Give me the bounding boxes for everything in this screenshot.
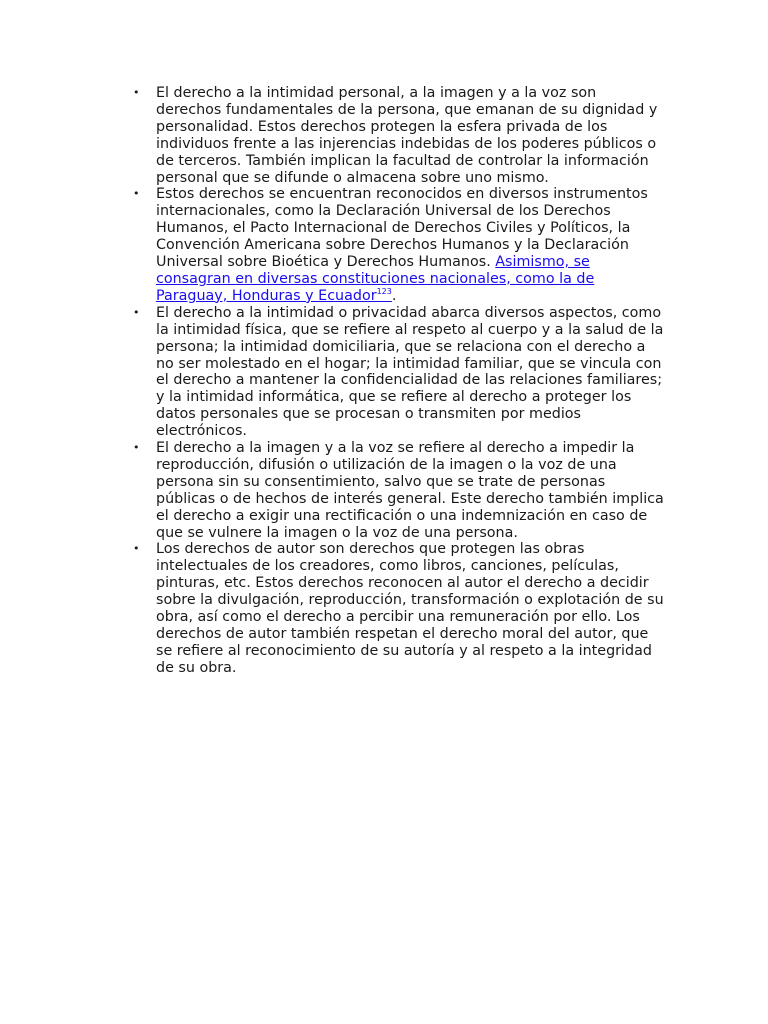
list-item-text: Estos derechos se encuentran reconocidos en diversos instrumentos internacionales, como la Declaración Universal de los Derechos Humanos, el Pacto Internacional de Derechos Civiles y Políticos, la Convención Americana sobre Derechos Humanos y la Declaración Universal sobre Bioética y Derechos Humanos. (156, 186, 648, 271)
bullet-list (133, 85, 666, 677)
link-trailing-period: . (391, 287, 397, 304)
reference-superscript[interactable]: 123 (376, 287, 392, 297)
list-item-derechos-autor (133, 541, 666, 676)
list-item-instrumentos-internacionales (133, 186, 666, 304)
list-item-text: Los derechos de autor son derechos que protegen las obras intelectuales de los creadores, como libros, canciones, películas, pinturas, etc. Estos derechos reconocen al autor el derecho a decidir sobre la divulgación, reproducción, transformación o explotación de su obra, así como el derecho a percibir una remuneración por ello. Los derechos de autor también respetan el derecho moral del autor, que se refiere al reconocimiento de su autoría y al respeto a la integridad de su obra. (156, 541, 664, 676)
list-item-text: El derecho a la imagen y a la voz se refiere al derecho a impedir la reproducción, difusión o utilización de la imagen o la voz de una persona sin su consentimiento, salvo que se trate de personas públicas o de hechos de interés general. Este derecho también implica el derecho a exigir una rectificación o una indemnización en caso de que se vulnere la imagen o la voz de una persona. (156, 440, 664, 541)
link-text[interactable]: Asimismo, se consagran en diversas constituciones nacionales, como la de Paraguay, Honduras y Ecuador (156, 254, 595, 304)
bullet-icon: • (133, 187, 140, 201)
list-item-text: El derecho a la intimidad personal, a la imagen y a la voz son derechos fundamentales de la persona, que emanan de su dignidad y personalidad. Estos derechos protegen la esfera privada de los individuos frente a las injerencias indebidas de los poderes públicos o de terceros. También implican la facultad de controlar la información personal que se difunde o almacena sobre uno mismo. (156, 85, 658, 186)
bullet-icon: • (133, 305, 140, 319)
list-item-text: El derecho a la intimidad o privacidad abarca diversos aspectos, como la intimidad física, que se refiere al respeto al cuerpo y a la salud de la persona; la intimidad domiciliaria, que se relaciona con el derecho a no ser molestado en el hogar; la intimidad familiar, que se vincula con el derecho a mantener la confidencialidad de las relaciones familiares; y la intimidad informática, que se refiere al derecho a proteger los datos personales que se procesan o transmiten por medios electrónicos. (156, 304, 664, 440)
bullet-icon: • (133, 86, 140, 99)
bullet-icon: • (133, 441, 140, 455)
list-item-intimidad-privacidad (133, 304, 666, 440)
bullet-icon: • (133, 542, 140, 556)
list-item-intimidad-personal (133, 85, 666, 186)
list-item-imagen-voz (133, 440, 666, 541)
